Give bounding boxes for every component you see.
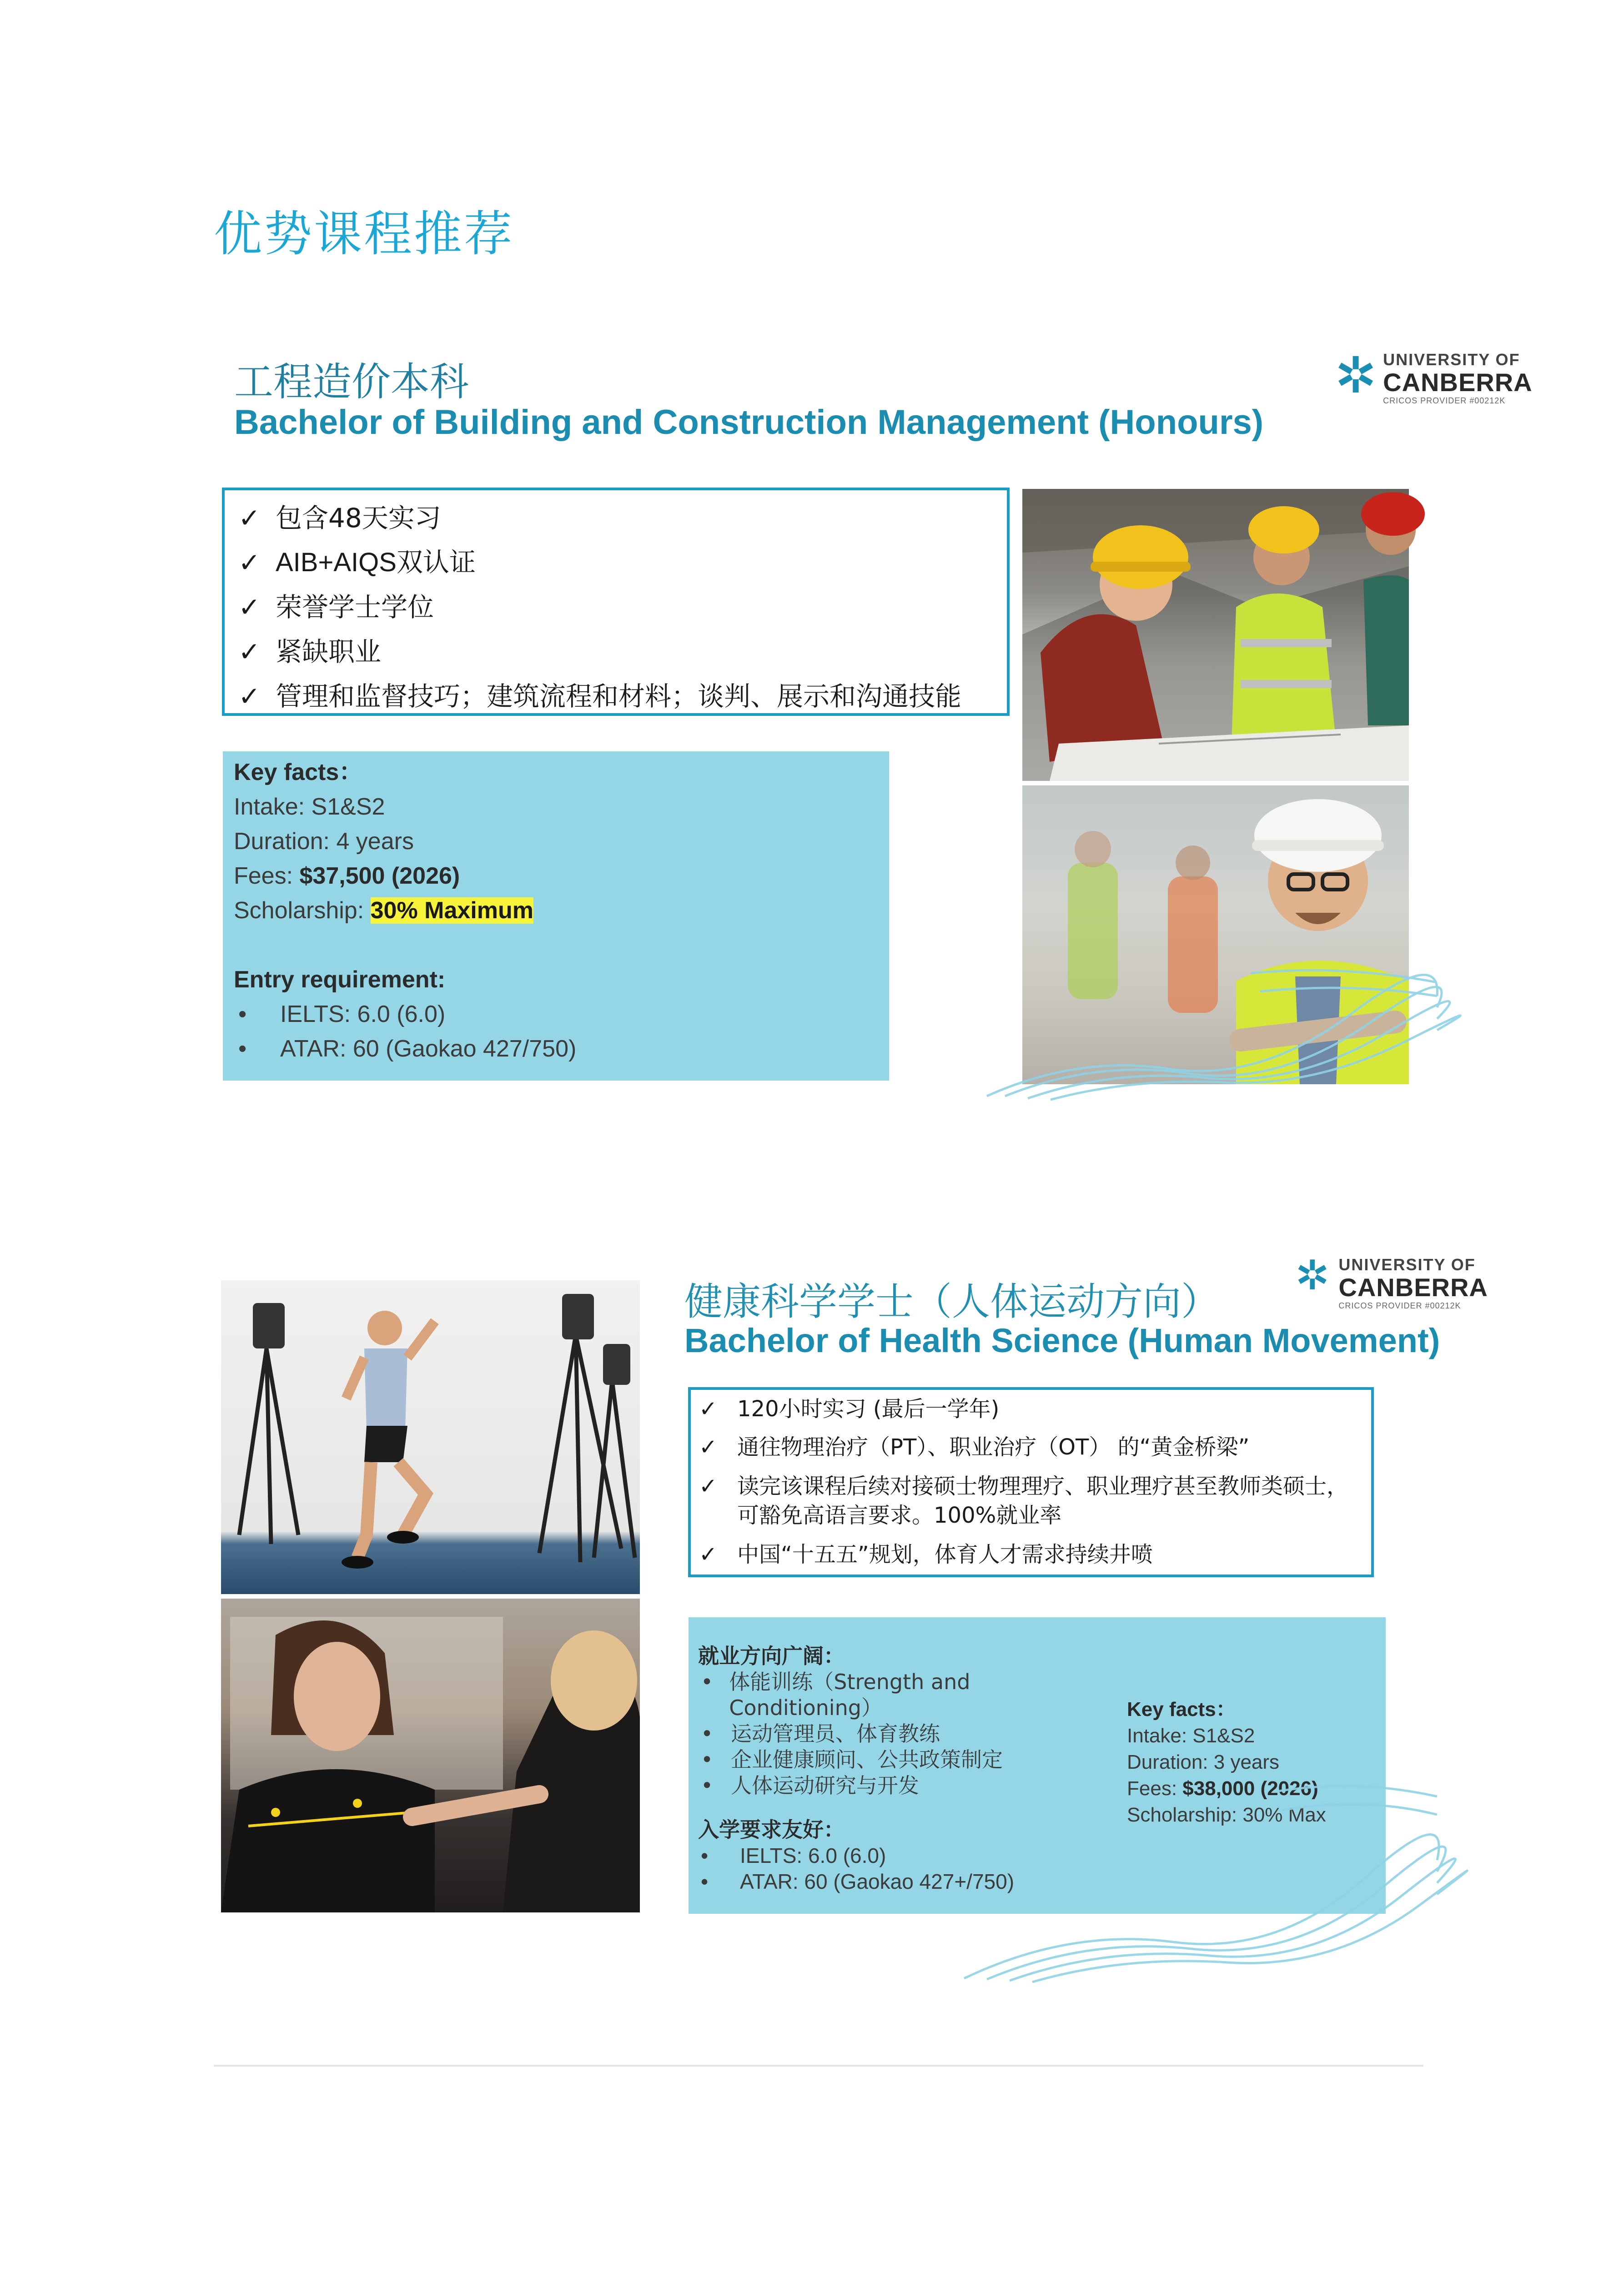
highlight-item: ✓ 包含48天实习 [238, 496, 998, 540]
scholarship: Scholarship: 30% Maximum [234, 897, 533, 924]
course2-highlights-box [688, 1387, 1374, 1577]
construction-workers-photo [1022, 489, 1409, 781]
highlight-item: ✓ 荣誉学士学位 [238, 585, 998, 629]
athlete-motion-capture-photo [221, 1280, 640, 1594]
career-item: • 体能训练（Strength and Conditioning） [698, 1669, 1107, 1721]
course1-key-facts [223, 751, 889, 1081]
logo-line3: CRICOS PROVIDER #00212K [1383, 396, 1506, 405]
intake: Intake: S1&S2 [234, 794, 385, 820]
check-icon: ✓ [238, 547, 261, 578]
snowflake-icon: ✲ [1295, 1252, 1330, 1299]
check-icon: ✓ [238, 592, 261, 623]
bullet-icon: • [701, 1870, 709, 1893]
course1-highlights-box [222, 488, 1010, 716]
highlight-item: ✓ 通往物理治疗（PT）、职业治疗（OT） 的“黄金桥梁” [699, 1433, 1362, 1462]
logo-line1: UNIVERSITY OF [1338, 1255, 1476, 1274]
bullet-icon: • [238, 1001, 247, 1027]
logo-line2: CANBERRA [1383, 368, 1533, 397]
page-title: 优势课程推荐 [214, 206, 514, 262]
bullet-icon: • [701, 1670, 714, 1694]
entry-item: • ATAR: 60 (Gaokao 427/750) [234, 1031, 878, 1066]
check-icon: ✓ [699, 1396, 718, 1422]
career-heading: 就业方向广阔： [698, 1644, 845, 1668]
check-icon: ✓ [699, 1474, 718, 1499]
decorative-waves [978, 946, 1437, 1101]
highlight-item: ✓ 管理和监督技巧；建筑流程和材料；谈判、展示和沟通技能 [238, 674, 998, 719]
fees: Fees: $37,500 (2026) [234, 863, 460, 889]
duration: Duration: 4 years [234, 828, 414, 855]
bullet-icon: • [701, 1721, 714, 1746]
bullet-icon: • [701, 1773, 714, 1798]
highlight-item: ✓ AIB+AIQS双认证 [238, 540, 998, 585]
check-icon: ✓ [238, 503, 261, 533]
logo-line2: CANBERRA [1338, 1273, 1488, 1302]
fees: Fees: $38,000 (2026) [1127, 1777, 1318, 1800]
highlight-item: ✓ 120小时实习 (最后一学年) [699, 1394, 1362, 1424]
scholarship: Scholarship: 30% Max [1127, 1804, 1326, 1826]
page-divider [214, 2065, 1423, 2067]
check-icon: ✓ [699, 1542, 718, 1567]
logo-line1: UNIVERSITY OF [1383, 350, 1520, 369]
course2-title-en: Bachelor of Health Science (Human Movement) [684, 1322, 1440, 1359]
entry-heading: Entry requirement: [234, 966, 446, 993]
highlight-item: ✓ 紧缺职业 [238, 629, 998, 674]
career-item: • 运动管理员、体育教练 [698, 1721, 1107, 1747]
entry-item: • ATAR: 60 (Gaokao 427+/750) [698, 1869, 1107, 1895]
career-item: • 人体运动研究与开发 [698, 1773, 1107, 1799]
key-facts-heading: Key facts： [234, 759, 363, 785]
key-facts-heading: Key facts： [1127, 1698, 1236, 1721]
logo-line3: CRICOS PROVIDER #00212K [1338, 1301, 1461, 1310]
bullet-icon: • [701, 1747, 714, 1772]
course1-title-en: Bachelor of Building and Construction Management (Honours) [234, 403, 1264, 442]
check-icon: ✓ [699, 1434, 718, 1460]
entry-heading: 入学要求友好： [698, 1817, 845, 1842]
intake: Intake: S1&S2 [1127, 1725, 1255, 1747]
highlight-item: ✓ 读完该课程后续对接硕士物理理疗、职业理疗甚至教师类硕士，可豁免高语言要求。100%就业率 [699, 1472, 1362, 1530]
course2-title-cn: 健康科学学士（人体运动方向） [684, 1279, 1220, 1324]
bullet-icon: • [701, 1844, 709, 1867]
duration: Duration: 3 years [1127, 1751, 1280, 1773]
decorative-waves [955, 1774, 1437, 1983]
check-icon: ✓ [238, 636, 261, 667]
course1-title-cn: 工程造价本科 [234, 359, 469, 405]
university-logo [1335, 346, 1533, 414]
highlight-item: ✓ 中国“十五五”规划，体育人才需求持续井喷 [699, 1540, 1362, 1569]
bullet-icon: • [238, 1036, 247, 1062]
entry-item: • IELTS: 6.0 (6.0) [698, 1843, 1107, 1869]
ems-training-photo [221, 1599, 640, 1912]
career-item: • 企业健康顾问、公共政策制定 [698, 1747, 1107, 1773]
university-logo [1295, 1252, 1488, 1310]
entry-item: • IELTS: 6.0 (6.0) [234, 997, 878, 1031]
snowflake-icon: ✲ [1335, 346, 1377, 404]
check-icon: ✓ [238, 681, 261, 712]
scholarship-highlight: 30% Maximum [370, 897, 533, 924]
